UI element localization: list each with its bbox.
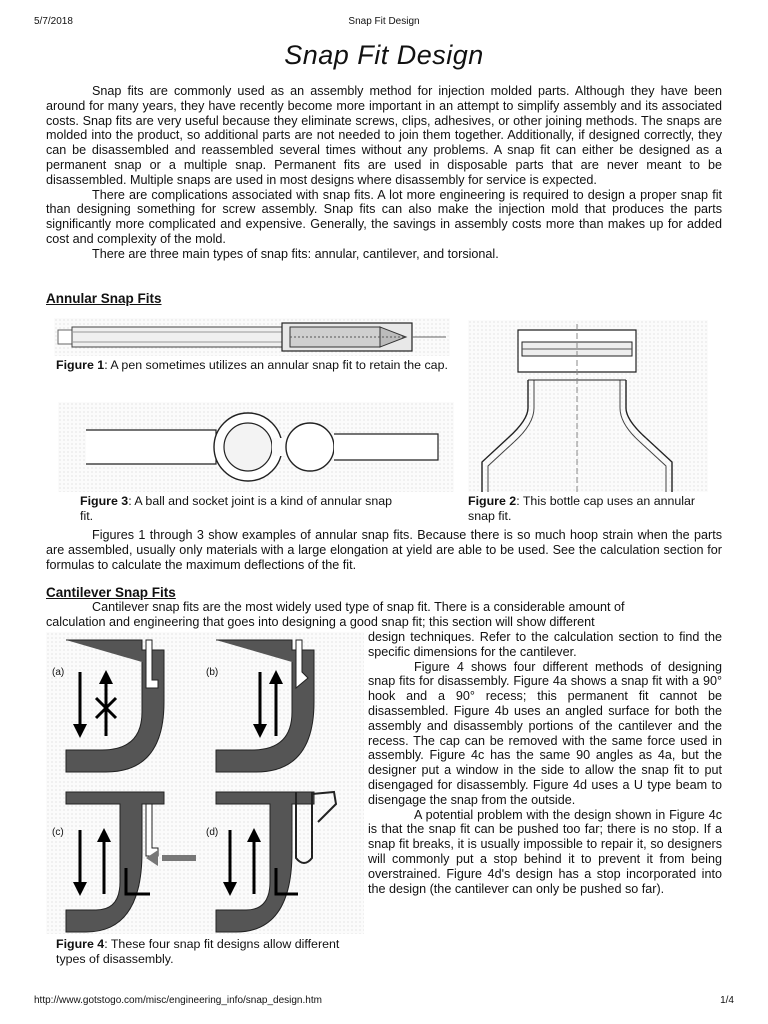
intro-paragraph-2: There are complications associated with snap fits. A lot more engineering is required to design a proper snap fit than designing something for screw assembly. Snap fits can also make the injection mold that produces the parts significantly more complicated and expensive. Generally, the savings in assembly costs more than makes up for added cost and complexity of the mold. (46, 187, 722, 246)
figure-1-pen-image (54, 318, 450, 356)
cantilever-paragraph-1: design techniques. Refer to the calculation section to find the specific dimensions for the cantilever. (368, 630, 722, 659)
cantilever-panels-drawing (46, 632, 364, 934)
bottle-cap-drawing (468, 320, 708, 492)
panel-label-b: (b) (206, 667, 219, 678)
intro-paragraph-3: There are three main types of snap fits: annular, cantilever, and torsional. (92, 246, 499, 261)
figure-4-image (46, 632, 364, 934)
figure-2-bottle-image (468, 320, 708, 492)
figure-4-caption: Figure 4: These four snap fit designs allow different types of disassembly. (56, 937, 340, 966)
figure-3-ball-socket-image (58, 402, 454, 492)
pen-drawing (54, 318, 450, 356)
header-date: 5/7/2018 (34, 16, 73, 27)
header-title: Snap Fit Design (348, 16, 420, 27)
footer-url[interactable]: http://www.gotstogo.com/misc/engineering_info/snap_design.htm (34, 995, 322, 1006)
ball-socket-drawing (58, 402, 454, 492)
panel-label-d: (d) (206, 827, 219, 838)
footer-page-number: 1/4 (720, 995, 734, 1006)
panel-label-c: (c) (52, 827, 64, 838)
cantilever-side-text (368, 630, 722, 896)
figure-3-caption: Figure 3: A ball and socket joint is a kind of annular snap fit. (80, 494, 393, 523)
panel-label-a: (a) (52, 667, 65, 678)
figure-2-caption: Figure 2: This bottle cap uses an annular snap fit. (468, 494, 696, 523)
figure-1-caption: Figure 1: A pen sometimes utilizes an annular snap fit to retain the cap. (56, 358, 448, 372)
section-heading-cantilever: Cantilever Snap Fits (46, 585, 176, 600)
intro-paragraph-1: Snap fits are commonly used as an assembly method for injection molded parts. Although they have been around for many years, they have recently become more important in an attempt to simplify assembly and its associated costs. Snap fits are very useful because they eliminate screws, clips, adhesives, or other joining methods. The snaps are molded into the product, so additional parts are not needed to join them together. Additionally, if designed correctly, they can be disassembled and reassembled several times without any problems. A snap fit can either be designed as a permanent snap or a multiple snap. Permanent fits are used in disposable parts that are never meant to be disassembled. Multiple snaps are used in most designs where disassembly for service is expected. (46, 84, 722, 187)
cantilever-paragraph-2: Figure 4 shows four different methods of designing snap fits for disassembly. Figure 4a shows a snap fit with a 90° hook and a 90° recess; this permanent fit cannot be disassembled. Figure 4b uses an angled surface for both the assembly and disassembly portions of the cantilever and the recess. The cap can be removed with the same force used in assembly. Figure 4c has the same 90 angles as 4a, but the designer put a window in the side to allow the snap fit to put disengaged for disassembly. Figure 4d uses a U type beam to disengage the snap from the outside. (368, 659, 722, 807)
section-heading-annular: Annular Snap Fits (46, 291, 162, 306)
annular-body: Figures 1 through 3 show examples of annular snap fits. Because there is so much hoop strain when the parts are assembled, usually only materials with a large elongation at yield are able to be used. See the calculation section for formulas to calculate the maximum deflections of the fit. (46, 528, 722, 572)
intro-section (46, 84, 722, 262)
cantilever-intro-line-2: calculation and engineering that goes into designing a good snap fit; this section will show different (46, 615, 595, 629)
cantilever-intro-line-1: Cantilever snap fits are the most widely used type of snap fit. There is a considerable amount of (92, 600, 625, 614)
page-title: Snap Fit Design (284, 40, 484, 70)
cantilever-paragraph-3: A potential problem with the design shown in Figure 4c is that the snap fit can be pushed too far; there is no stop. If a snap fit breaks, it is usually impossible to repair it, so designers will commonly put a stop behind it to prevent it from being overstrained. Figure 4d's design has a stop incorporated into the design (the cantilever can only be pushed so far). (368, 807, 722, 896)
